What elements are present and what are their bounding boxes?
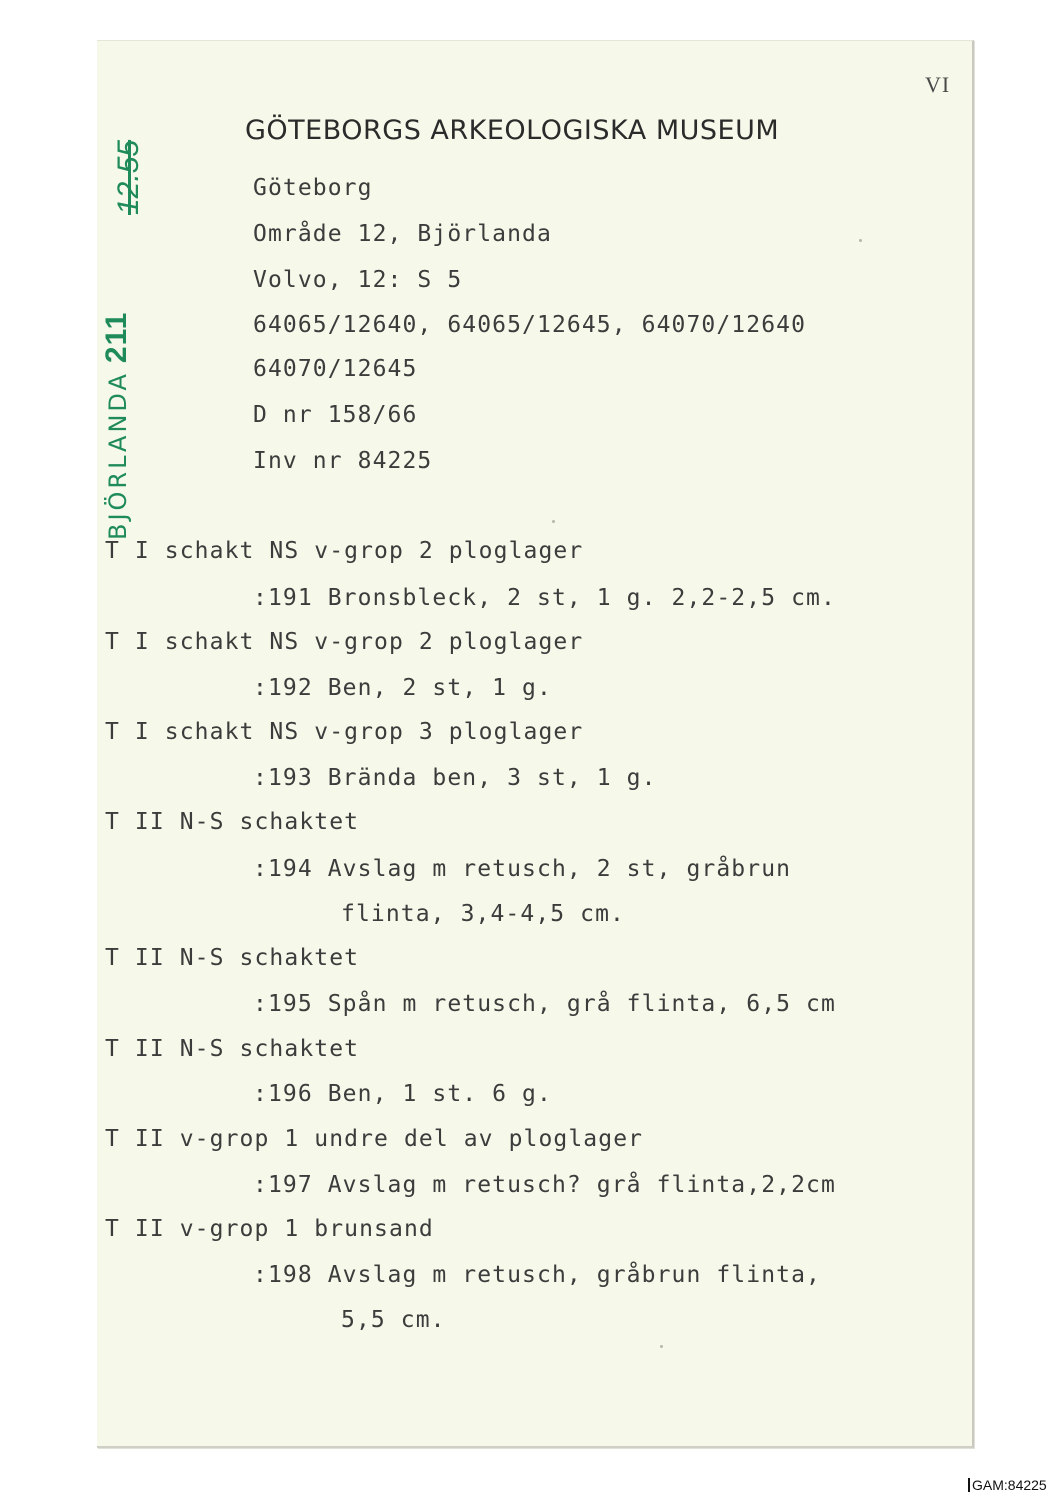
entry-find: :196 Ben, 1 st. 6 g. <box>253 1081 552 1107</box>
header-line-coordinates-2: 64070/12645 <box>253 356 418 382</box>
stamp-bar <box>968 1478 970 1492</box>
entry-find: :191 Bronsbleck, 2 st, 1 g. 2,2-2,5 cm. <box>253 585 836 611</box>
header-line-place: Göteborg <box>253 175 373 201</box>
entry-context: T I schakt NS v-grop 2 ploglager <box>105 538 584 564</box>
entry-find: :198 Avslag m retusch, gråbrun flinta, <box>253 1262 821 1288</box>
entry-context: T II N-S schaktet <box>105 1036 360 1062</box>
entry-context: T I schakt NS v-grop 3 ploglager <box>105 719 584 745</box>
margin-vertical-number: 211 <box>100 311 133 364</box>
museum-name: GÖTEBORGS ARKEOLOGISKA MUSEUM <box>245 115 780 146</box>
header-line-area: Område 12, Björlanda <box>253 221 552 247</box>
entry-find: :193 Brända ben, 3 st, 1 g. <box>253 765 657 791</box>
header-line-diary-number: D nr 158/66 <box>253 402 418 428</box>
entry-context: T II v-grop 1 undre del av ploglager <box>105 1126 644 1152</box>
entry-find: :194 Avslag m retusch, 2 st, gråbrun <box>253 856 792 882</box>
entry-find: :192 Ben, 2 st, 1 g. <box>253 675 552 701</box>
margin-vertical-text: BJÖRLANDA <box>104 371 132 540</box>
entry-find-continuation: flinta, 3,4-4,5 cm. <box>341 901 625 927</box>
entry-context: T I schakt NS v-grop 2 ploglager <box>105 629 584 655</box>
entry-context: T II v-grop 1 brunsand <box>105 1216 434 1242</box>
page-marker: VI <box>925 72 951 97</box>
header-line-coordinates-1: 64065/12640, 64065/12645, 64070/12640 <box>253 312 807 338</box>
paper-speck <box>552 520 555 523</box>
stamp-text: GAM:84225 <box>972 1477 1047 1493</box>
entry-find-continuation: 5,5 cm. <box>341 1307 446 1333</box>
header-line-site: Volvo, 12: S 5 <box>253 267 463 293</box>
header-line-inventory-number: Inv nr 84225 <box>253 448 433 474</box>
entry-find: :197 Avslag m retusch? grå flinta,2,2cm <box>253 1172 836 1198</box>
paper-speck <box>660 1345 663 1348</box>
entry-context: T II N-S schaktet <box>105 945 360 971</box>
margin-date-note: 12.55 <box>112 139 145 215</box>
entry-context: T II N-S schaktet <box>105 809 360 835</box>
margin-vertical-label <box>100 312 134 540</box>
archive-stamp <box>968 1477 1047 1493</box>
paper-speck <box>859 239 862 242</box>
entry-find: :195 Spån m retusch, grå flinta, 6,5 cm <box>253 991 836 1017</box>
